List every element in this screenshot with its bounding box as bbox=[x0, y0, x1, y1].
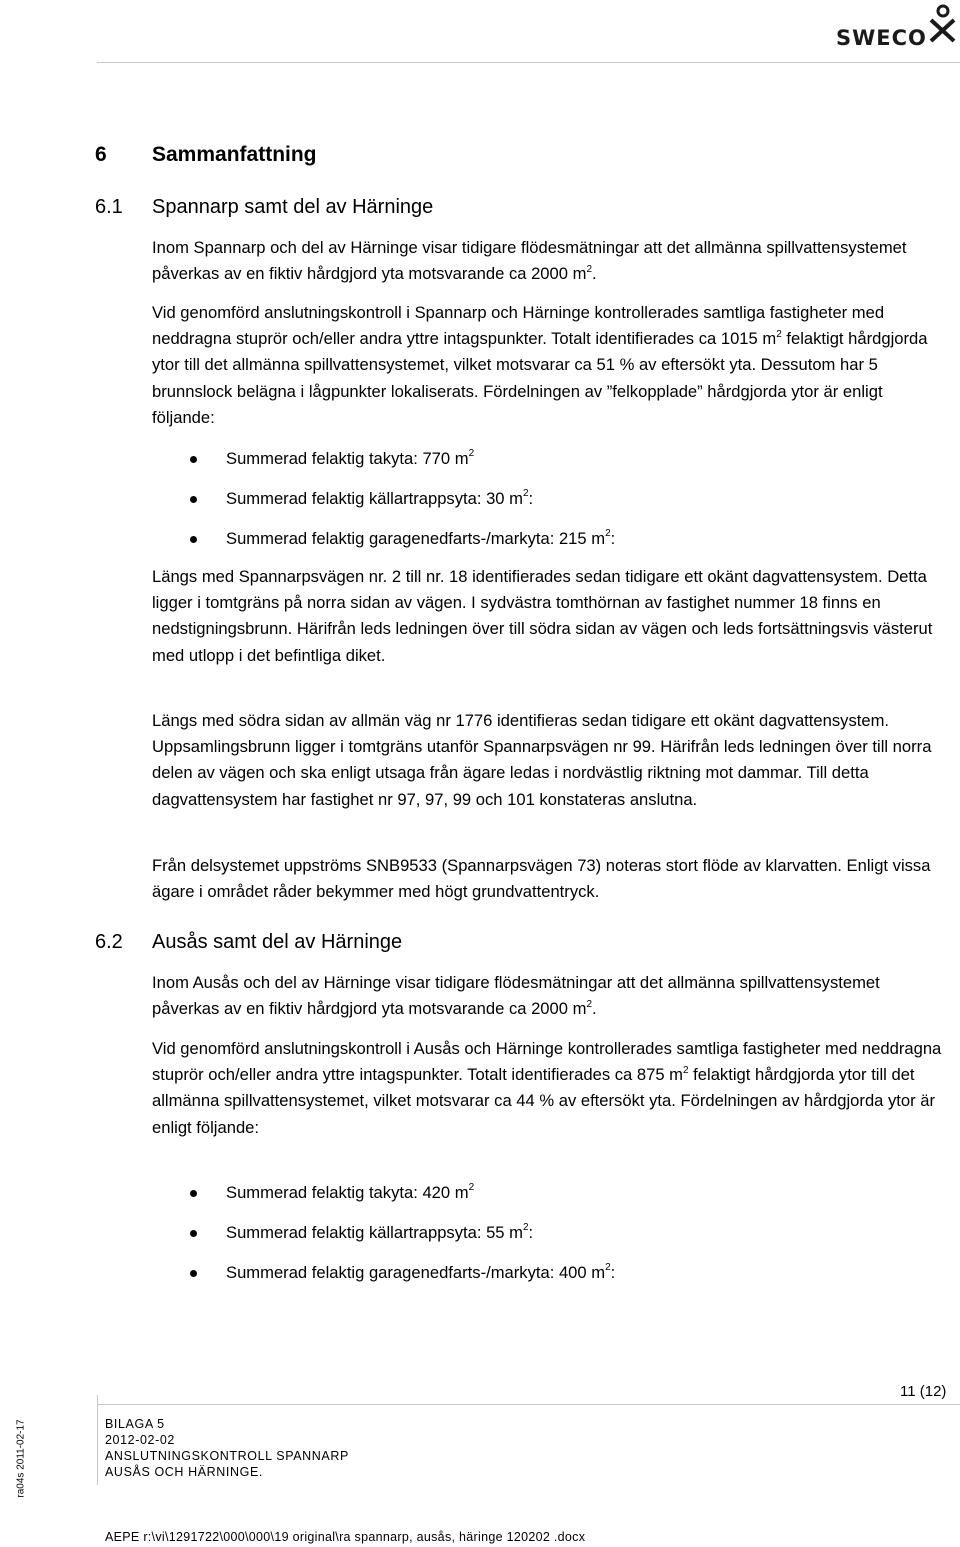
bullet-list bbox=[190, 1182, 890, 1302]
bullet-icon bbox=[190, 536, 197, 543]
subsection-number: 6.1 bbox=[95, 196, 123, 218]
list-item-text: Summerad felaktig källartrappsyta: 30 m bbox=[226, 489, 523, 508]
file-path: AEPE r:\vi\1291722\000\000\19 original\ra spannarp, ausås, häringe 120202 .docx bbox=[105, 1530, 586, 1544]
bullet-icon bbox=[190, 1230, 197, 1237]
subsection-heading-6-1 bbox=[95, 196, 433, 219]
section-heading bbox=[95, 143, 317, 167]
superscript: 2 bbox=[605, 528, 611, 540]
header-divider bbox=[97, 62, 960, 63]
superscript: 2 bbox=[468, 448, 475, 460]
list-item-text: Summerad felaktig garagenedfarts-/markyta: 215 m bbox=[226, 529, 606, 548]
footer-line: BILAGA 5 bbox=[105, 1417, 165, 1431]
list-item-text: : bbox=[528, 1223, 534, 1242]
section-number: 6 bbox=[95, 143, 107, 166]
list-item-text: : bbox=[610, 529, 616, 548]
paragraph-text: felaktigt hårdgjorda ytor till det allmänna spillvattensystemet, vilket motsvarar ca 44 % av eftersökt yta. Fördelningen av hårdgjorda ytor är enligt följande: bbox=[152, 1065, 936, 1137]
superscript: 2 bbox=[522, 488, 529, 500]
subsection-heading-6-2 bbox=[95, 931, 402, 954]
bullet-list bbox=[190, 448, 890, 568]
sweco-logo-icon bbox=[926, 4, 958, 44]
paragraph-text: Vid genomförd anslutningskontroll i Ausås och Härninge kontrollerades samtliga fastigheter med neddragna stuprör och/eller andra yttre intagspunkter. Totalt identifierades ca 875 m bbox=[152, 1039, 942, 1085]
bullet-icon bbox=[190, 496, 197, 503]
list-item-text: : bbox=[528, 489, 534, 508]
list-item bbox=[190, 1222, 890, 1262]
bullet-icon bbox=[190, 1190, 197, 1197]
paragraph: Längs med Spannarpsvägen nr. 2 till nr. 18 identifierades sedan tidigare ett okänt dagvattensystem. Detta ligger i tomtgräns på norra sidan av vägen. I sydvästra tomthörnan av fastighet nummer 18 finns en nedstigningsbrunn. Härifrån leds ledningen över till södra sidan av vägen och leds fortsättningsvis västerut med utlopp i det befintliga diket. bbox=[152, 567, 933, 665]
subsection-title: Ausås samt del av Härninge bbox=[152, 931, 403, 953]
list-item bbox=[190, 1182, 890, 1222]
superscript: 2 bbox=[522, 1222, 529, 1234]
list-item-text: : bbox=[610, 1263, 616, 1282]
sweco-logo bbox=[832, 4, 960, 54]
list-item-text: Summerad felaktig källartrappsyta: 55 m bbox=[226, 1223, 523, 1242]
page-number: 11 (12) bbox=[900, 1383, 947, 1400]
paragraph bbox=[152, 235, 942, 287]
list-item-text: Summerad felaktig takyta: 770 m bbox=[226, 449, 469, 468]
paragraph-text: Vid genomförd anslutningskontroll i Spannarp och Härninge kontrollerades samtliga fastigheter med neddragna stuprör och/eller andra yttre intagspunkter. Totalt identifierades ca 1015 m bbox=[152, 303, 885, 349]
subsection-title: Spannarp samt del av Härninge bbox=[152, 196, 434, 218]
superscript: 2 bbox=[776, 328, 782, 340]
bullet-icon bbox=[190, 1270, 197, 1277]
paragraph-text: . bbox=[592, 999, 597, 1019]
list-item-text: Summerad felaktig takyta: 420 m bbox=[226, 1183, 469, 1202]
list-item bbox=[190, 448, 890, 488]
subsection-number: 6.2 bbox=[95, 931, 123, 953]
footer-vertical-divider bbox=[97, 1395, 98, 1485]
superscript: 2 bbox=[605, 1262, 611, 1274]
superscript: 2 bbox=[586, 263, 592, 275]
paragraph: Längs med södra sidan av allmän väg nr 1776 identifieras sedan tidigare ett okänt dagvattensystem. Uppsamlingsbrunn ligger i tomtgräns utanför Spannarpsvägen nr 99. Härifrån leds ledningen över till norra delen av vägen och ska enligt utsaga från ägare ledas i nordvästlig riktning mot dammar. Till detta dagvattensystem har fastighet nr 97, 97, 99 och 101 konstateras anslutna. bbox=[152, 711, 932, 809]
paragraph-text: Inom Ausås och del av Härninge visar tidigare flödesmätningar att det allmänna spillvattensystemet påverkas av en fiktiv hårdgjord yta motsvarande ca 2000 m bbox=[152, 973, 880, 1019]
superscript: 2 bbox=[468, 1182, 475, 1194]
footer-document-info bbox=[105, 1416, 349, 1480]
template-code: ra04s 2011-02-17 bbox=[15, 1419, 27, 1498]
paragraph-text: Inom Spannarp och del av Härninge visar tidigare flödesmätningar att det allmänna spillvattensystemet påverkas av en fiktiv hårdgjord yta motsvarande ca 2000 m bbox=[152, 238, 907, 284]
list-item bbox=[190, 528, 890, 568]
section-title: Sammanfattning bbox=[152, 143, 317, 166]
paragraph: Från delsystemet uppströms SNB9533 (Spannarpsvägen 73) noteras stort flöde av klarvatten. Enligt vissa ägare i området råder bekymmer med högt grundvattentryck. bbox=[152, 856, 931, 902]
logo-text: SWECO bbox=[836, 26, 927, 50]
superscript: 2 bbox=[586, 998, 592, 1010]
footer-date: 2012-02-02 bbox=[105, 1433, 175, 1447]
paragraph bbox=[152, 1036, 942, 1141]
paragraph-text: felaktigt hårdgjorda ytor till det allmänna spillvattensystemet, vilket motsvarar ca 51 % av eftersökt yta. Dessutom har 5 brunnslock belägna i lågpunkter lokaliserats. Fördelningen av ”felkopplade” hårdgjorda ytor är enligt följande: bbox=[152, 329, 928, 427]
bullet-icon bbox=[190, 456, 197, 463]
footer-line: ANSLUTNINGSKONTROLL SPANNARP bbox=[105, 1449, 349, 1463]
list-item-text: Summerad felaktig garagenedfarts-/markyta: 400 m bbox=[226, 1263, 606, 1282]
list-item bbox=[190, 488, 890, 528]
paragraph bbox=[152, 970, 942, 1022]
footer-line: AUSÅS OCH HÄRNINGE. bbox=[105, 1465, 263, 1479]
footer-divider bbox=[97, 1404, 960, 1405]
list-item bbox=[190, 1262, 890, 1302]
paragraph bbox=[152, 300, 942, 431]
paragraph-text: . bbox=[592, 264, 597, 284]
superscript: 2 bbox=[683, 1064, 689, 1076]
